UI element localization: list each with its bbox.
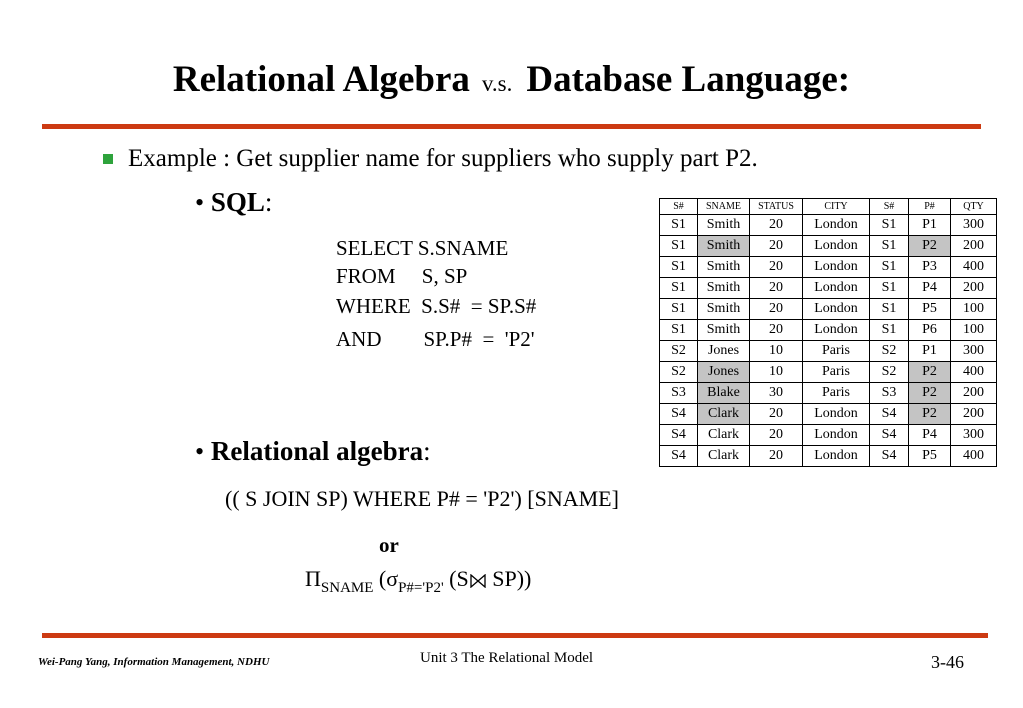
table-row: [660, 362, 997, 383]
title-vs: v.s.: [481, 71, 513, 96]
table-header-row: [660, 199, 997, 215]
table-row: [660, 404, 997, 425]
table-cell: 100: [951, 320, 997, 341]
table-cell: P2: [909, 362, 951, 383]
formula-open: (: [373, 566, 387, 591]
table-cell: 20: [750, 278, 803, 299]
table-cell: Smith: [698, 299, 750, 320]
table-cell: London: [803, 320, 870, 341]
square-bullet-icon: [103, 154, 113, 164]
table-cell: 20: [750, 299, 803, 320]
table-cell: Smith: [698, 257, 750, 278]
table-cell: S3: [660, 383, 698, 404]
table-cell: Blake: [698, 383, 750, 404]
table-cell: S1: [870, 278, 909, 299]
footer-author: Wei-Pang Yang, Information Management, NDHU: [38, 656, 270, 668]
table-cell: 200: [951, 404, 997, 425]
table-cell: Clark: [698, 404, 750, 425]
table-cell: S4: [660, 425, 698, 446]
table-cell: London: [803, 299, 870, 320]
table-cell: S4: [870, 425, 909, 446]
table-cell: Jones: [698, 362, 750, 383]
table-cell: S1: [870, 215, 909, 236]
page-number: 3-46: [931, 652, 964, 672]
table-cell: S2: [870, 341, 909, 362]
sql-line-and: AND SP.P# = 'P2': [336, 327, 535, 351]
relational-algebra-colon: :: [423, 436, 431, 466]
col-header: SNAME: [698, 199, 750, 215]
table-row: [660, 341, 997, 362]
footer-divider: [42, 633, 988, 638]
sql-line-where: WHERE S.S# = SP.S#: [336, 294, 537, 318]
table-cell: London: [803, 236, 870, 257]
table-cell: S1: [660, 236, 698, 257]
slide-title: [0, 58, 1023, 101]
table-cell: 20: [750, 257, 803, 278]
table-cell: 200: [951, 383, 997, 404]
table-row: [660, 278, 997, 299]
example-text: Example : Get supplier name for suppliers who supply part P2.: [128, 145, 758, 172]
table-cell: Smith: [698, 278, 750, 299]
table-cell: 20: [750, 425, 803, 446]
sql-heading: [195, 187, 272, 218]
table-cell: S4: [660, 404, 698, 425]
col-header: S#: [870, 199, 909, 215]
relational-algebra-label: Relational algebra: [210, 436, 424, 466]
table-cell: London: [803, 425, 870, 446]
table-cell: 20: [750, 320, 803, 341]
sql-line-select: SELECT S.SNAME: [336, 236, 509, 260]
table-cell: S1: [660, 320, 698, 341]
table-cell: Paris: [803, 383, 870, 404]
table-cell: S2: [870, 362, 909, 383]
table-row: [660, 299, 997, 320]
table-cell: P4: [909, 278, 951, 299]
title-part2: Database Language:: [526, 59, 851, 100]
table-cell: P5: [909, 299, 951, 320]
table-cell: 200: [951, 236, 997, 257]
table-cell: London: [803, 446, 870, 467]
table-cell: 30: [750, 383, 803, 404]
table-cell: Paris: [803, 341, 870, 362]
table-row: [660, 215, 997, 236]
table-row: [660, 320, 997, 341]
table-body: [660, 215, 997, 467]
table-cell: London: [803, 404, 870, 425]
table-cell: 200: [951, 278, 997, 299]
table-cell: 20: [750, 236, 803, 257]
table-cell: London: [803, 278, 870, 299]
table-cell: London: [803, 257, 870, 278]
title-divider: [42, 124, 981, 129]
table-cell: Clark: [698, 446, 750, 467]
table-row: [660, 257, 997, 278]
table-cell: P3: [909, 257, 951, 278]
table-cell: P5: [909, 446, 951, 467]
col-header: QTY: [951, 199, 997, 215]
table-cell: 400: [951, 362, 997, 383]
formula-inner-rest: SP)): [486, 566, 532, 591]
table-cell: Paris: [803, 362, 870, 383]
bowtie-join-icon: [469, 574, 487, 588]
table-cell: 400: [951, 257, 997, 278]
table-cell: 20: [750, 404, 803, 425]
formula-inner-open: (S: [443, 566, 469, 591]
sigma-symbol: σ: [386, 566, 399, 591]
pi-symbol: Π: [305, 566, 321, 591]
title-part1: Relational Algebra: [172, 59, 470, 100]
algebra-expression: (( S JOIN SP) WHERE P# = 'P2') [SNAME]: [225, 486, 619, 511]
table-cell: 300: [951, 215, 997, 236]
table-cell: S4: [870, 404, 909, 425]
table-row: [660, 383, 997, 404]
footer-unit: Unit 3 The Relational Model: [420, 650, 594, 666]
table-cell: P1: [909, 341, 951, 362]
col-header: CITY: [803, 199, 870, 215]
table-cell: P1: [909, 215, 951, 236]
table-cell: S1: [660, 215, 698, 236]
col-header: STATUS: [750, 199, 803, 215]
table-cell: S1: [870, 236, 909, 257]
table-cell: 20: [750, 446, 803, 467]
table-cell: London: [803, 215, 870, 236]
table-cell: 100: [951, 299, 997, 320]
table-cell: 10: [750, 341, 803, 362]
table-cell: S2: [660, 341, 698, 362]
table-cell: S1: [660, 299, 698, 320]
table-cell: Clark: [698, 425, 750, 446]
table-cell: S1: [870, 299, 909, 320]
or-label: or: [379, 533, 399, 557]
col-header: P#: [909, 199, 951, 215]
table-cell: S3: [870, 383, 909, 404]
relational-algebra-heading: [195, 436, 431, 467]
sql-colon: :: [264, 187, 273, 217]
table-cell: Jones: [698, 341, 750, 362]
table-cell: 20: [750, 215, 803, 236]
table-row: [660, 425, 997, 446]
table-cell: S1: [660, 278, 698, 299]
table-cell: 400: [951, 446, 997, 467]
table-cell: P6: [909, 320, 951, 341]
table-cell: P2: [909, 383, 951, 404]
table-cell: 10: [750, 362, 803, 383]
algebra-formula: [305, 566, 531, 597]
table-cell: S4: [660, 446, 698, 467]
table-cell: S2: [660, 362, 698, 383]
table-cell: S1: [660, 257, 698, 278]
table-cell: P4: [909, 425, 951, 446]
table-cell: Smith: [698, 320, 750, 341]
sql-label: SQL: [210, 187, 265, 217]
bullet-dot: •: [195, 188, 205, 217]
table-row: [660, 446, 997, 467]
table-cell: S1: [870, 320, 909, 341]
table-row: [660, 236, 997, 257]
table-cell: 300: [951, 341, 997, 362]
sql-line-from: FROM S, SP: [336, 264, 468, 288]
table-cell: S1: [870, 257, 909, 278]
table-cell: P2: [909, 236, 951, 257]
sigma-subscript: P#='P2': [398, 580, 444, 596]
bullet-dot: •: [195, 437, 205, 466]
table-cell: Smith: [698, 236, 750, 257]
join-result-table: [659, 198, 997, 467]
pi-subscript: SNAME: [320, 580, 374, 596]
table-cell: P2: [909, 404, 951, 425]
col-header: S#: [660, 199, 698, 215]
table-cell: S4: [870, 446, 909, 467]
table-cell: 300: [951, 425, 997, 446]
table-cell: Smith: [698, 215, 750, 236]
